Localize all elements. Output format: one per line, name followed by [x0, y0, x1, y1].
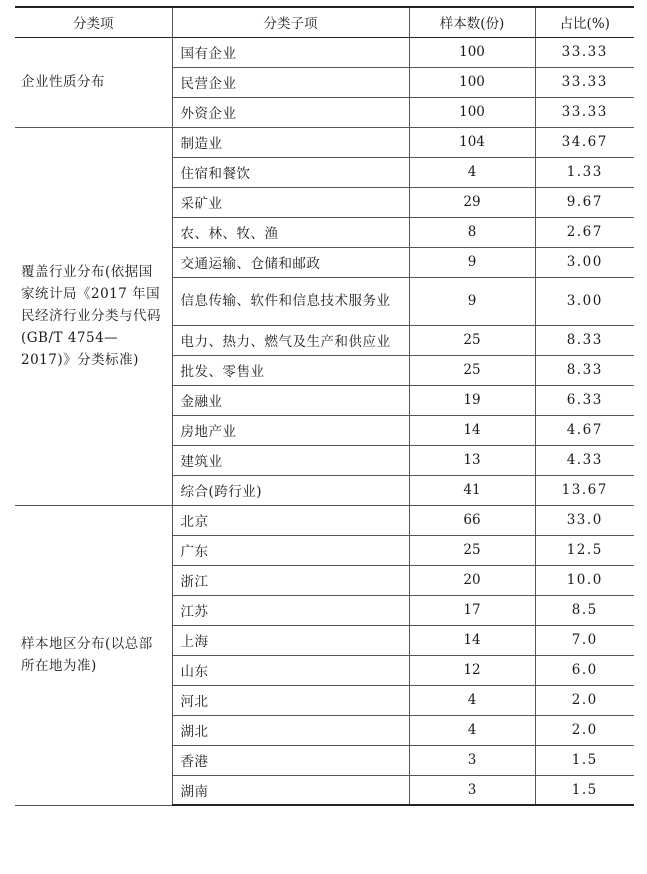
sample-count-cell: 100	[409, 67, 535, 97]
sample-count-cell: 14	[409, 625, 535, 655]
percentage-cell: 3.00	[535, 247, 634, 277]
sample-count-cell: 100	[409, 37, 535, 67]
header-percentage: 占比(%)	[535, 7, 634, 37]
percentage-cell: 13.67	[535, 475, 634, 505]
sample-count-cell: 3	[409, 775, 535, 805]
category-cell: 覆盖行业分布(依据国家统计局《2017 年国民经济行业分类与代码(GB/T 4754—2017)》分类标准)	[15, 127, 172, 505]
sample-count-cell: 25	[409, 355, 535, 385]
sample-count-cell: 25	[409, 325, 535, 355]
subcategory-cell: 北京	[172, 505, 409, 535]
percentage-cell: 33.0	[535, 505, 634, 535]
table-header	[15, 7, 634, 37]
percentage-cell: 1.5	[535, 775, 634, 805]
subcategory-cell: 外资企业	[172, 97, 409, 127]
subcategory-cell: 住宿和餐饮	[172, 157, 409, 187]
sample-count-cell: 9	[409, 277, 535, 325]
subcategory-cell: 农、林、牧、渔	[172, 217, 409, 247]
subcategory-cell: 香港	[172, 745, 409, 775]
sample-count-cell: 8	[409, 217, 535, 247]
header-sample-count: 样本数(份)	[409, 7, 535, 37]
percentage-cell: 8.5	[535, 595, 634, 625]
percentage-cell: 4.33	[535, 445, 634, 475]
percentage-cell: 1.5	[535, 745, 634, 775]
subcategory-cell: 金融业	[172, 385, 409, 415]
sample-count-cell: 4	[409, 715, 535, 745]
sample-distribution-table	[15, 6, 634, 806]
subcategory-cell: 交通运输、仓储和邮政	[172, 247, 409, 277]
percentage-cell: 2.0	[535, 685, 634, 715]
percentage-cell: 9.67	[535, 187, 634, 217]
sample-count-cell: 13	[409, 445, 535, 475]
sample-count-cell: 41	[409, 475, 535, 505]
subcategory-cell: 上海	[172, 625, 409, 655]
percentage-cell: 4.67	[535, 415, 634, 445]
sample-count-cell: 9	[409, 247, 535, 277]
subcategory-cell: 江苏	[172, 595, 409, 625]
percentage-cell: 8.33	[535, 355, 634, 385]
percentage-cell: 12.5	[535, 535, 634, 565]
sample-count-cell: 100	[409, 97, 535, 127]
percentage-cell: 1.33	[535, 157, 634, 187]
sample-count-cell: 25	[409, 535, 535, 565]
sample-count-cell: 29	[409, 187, 535, 217]
percentage-cell: 6.0	[535, 655, 634, 685]
header-row	[15, 7, 634, 37]
percentage-cell: 8.33	[535, 325, 634, 355]
subcategory-cell: 国有企业	[172, 37, 409, 67]
sample-count-cell: 14	[409, 415, 535, 445]
percentage-cell: 33.33	[535, 97, 634, 127]
subcategory-cell: 信息传输、软件和信息技术服务业	[172, 277, 409, 325]
percentage-cell: 33.33	[535, 37, 634, 67]
table-row	[15, 37, 634, 67]
subcategory-cell: 河北	[172, 685, 409, 715]
percentage-cell: 3.00	[535, 277, 634, 325]
table-row	[15, 127, 634, 157]
sample-count-cell: 17	[409, 595, 535, 625]
subcategory-cell: 建筑业	[172, 445, 409, 475]
sample-count-cell: 4	[409, 157, 535, 187]
percentage-cell: 33.33	[535, 67, 634, 97]
percentage-cell: 10.0	[535, 565, 634, 595]
header-subcategory: 分类子项	[172, 7, 409, 37]
percentage-cell: 34.67	[535, 127, 634, 157]
subcategory-cell: 房地产业	[172, 415, 409, 445]
table-row	[15, 505, 634, 535]
header-category: 分类项	[15, 7, 172, 37]
subcategory-cell: 电力、热力、燃气及生产和供应业	[172, 325, 409, 355]
percentage-cell: 6.33	[535, 385, 634, 415]
sample-count-cell: 20	[409, 565, 535, 595]
subcategory-cell: 浙江	[172, 565, 409, 595]
table-body	[15, 37, 634, 805]
subcategory-cell: 广东	[172, 535, 409, 565]
percentage-cell: 2.0	[535, 715, 634, 745]
subcategory-cell: 采矿业	[172, 187, 409, 217]
sample-count-cell: 3	[409, 745, 535, 775]
subcategory-cell: 民营企业	[172, 67, 409, 97]
category-cell: 企业性质分布	[15, 37, 172, 127]
sample-count-cell: 12	[409, 655, 535, 685]
subcategory-cell: 湖南	[172, 775, 409, 805]
sample-count-cell: 104	[409, 127, 535, 157]
subcategory-cell: 制造业	[172, 127, 409, 157]
percentage-cell: 2.67	[535, 217, 634, 247]
sample-count-cell: 4	[409, 685, 535, 715]
subcategory-cell: 批发、零售业	[172, 355, 409, 385]
sample-count-cell: 66	[409, 505, 535, 535]
subcategory-cell: 综合(跨行业)	[172, 475, 409, 505]
subcategory-cell: 山东	[172, 655, 409, 685]
subcategory-cell: 湖北	[172, 715, 409, 745]
sample-count-cell: 19	[409, 385, 535, 415]
category-cell: 样本地区分布(以总部所在地为准)	[15, 505, 172, 805]
percentage-cell: 7.0	[535, 625, 634, 655]
